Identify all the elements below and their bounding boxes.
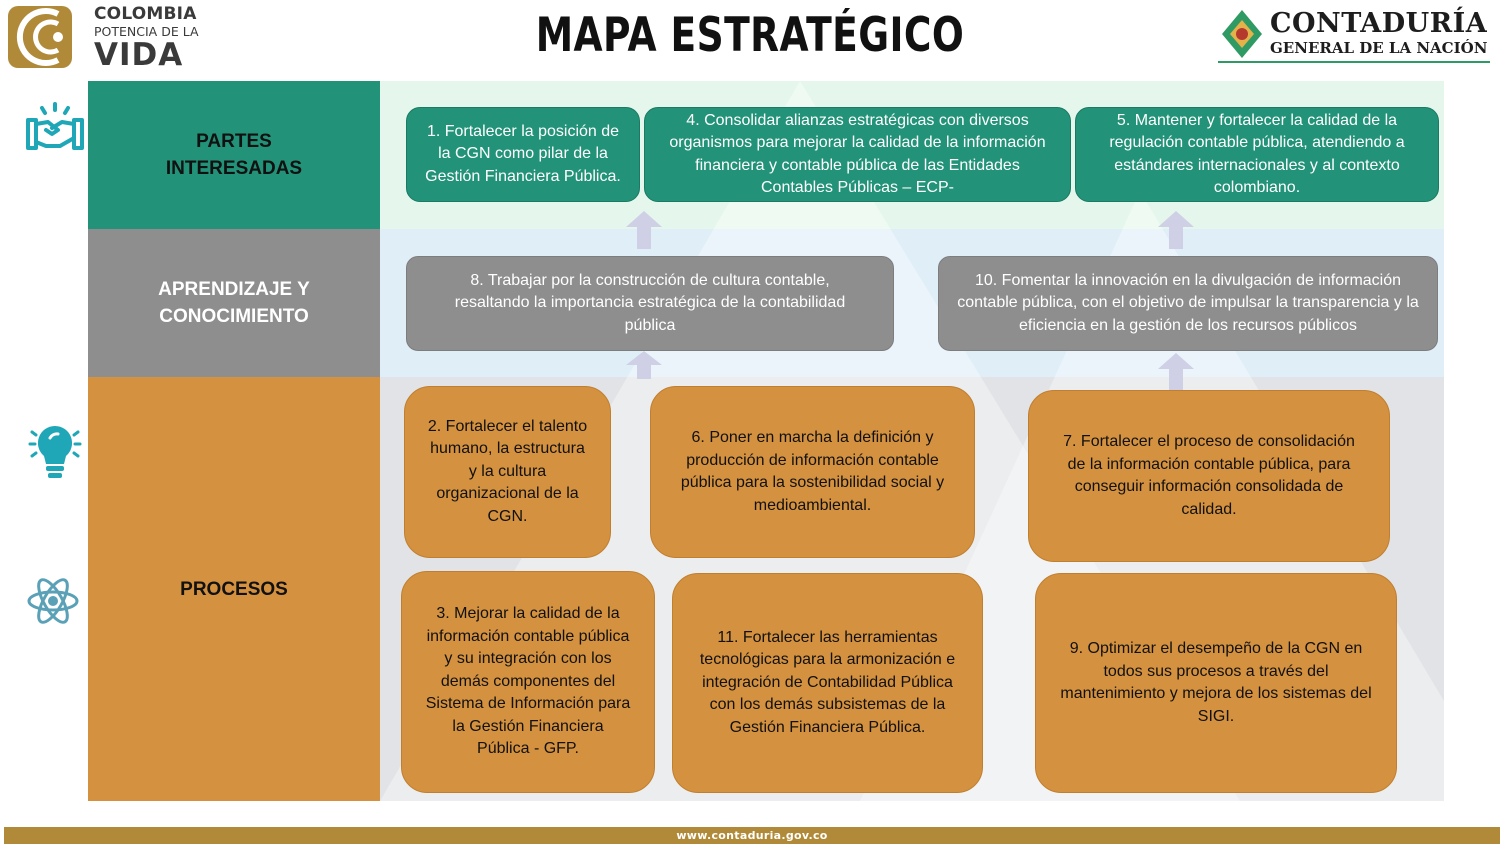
logo-left-line3: VIDA: [94, 37, 184, 73]
logo-right-line1: CONTADURÍA: [1270, 8, 1488, 39]
objective-text: 10. Fomentar la innovación en la divulgación de información contable pública, con el objetivo de impulsar la transparencia y la eficiencia en la gestión de los recursos públicos: [957, 271, 1419, 334]
band-label-line: INTERESADAS: [165, 158, 303, 179]
objective-5: [1075, 107, 1439, 202]
page-title: MAPA ESTRATÉGICO: [535, 8, 965, 63]
objective-text: 8. Trabajar por la construcción de cultura contable, resaltando la importancia estratégica de la contabilidad pública: [454, 271, 846, 334]
objective-text: 11. Fortalecer las herramientas tecnológicas para la armonización e integración de Contabilidad Pública con los demás subsistemas de la Gestión Financiera Pública.: [699, 628, 956, 736]
objective-10: [938, 256, 1438, 351]
objective-text: 2. Fortalecer el talento humano, la estructura y la cultura organizacional de la CGN.: [427, 417, 588, 525]
atom-icon: [26, 571, 80, 631]
logo-right-rule: [1218, 61, 1490, 63]
logo-right-line2: GENERAL DE LA NACIÓN: [1270, 39, 1488, 57]
footer-url: www.contaduria.gov.co: [676, 829, 828, 842]
objective-6: [650, 386, 975, 558]
band-label-aprendizaje: [88, 229, 380, 377]
up-arrow-icon: [1158, 353, 1194, 391]
band-label-partes-interesadas: [88, 81, 380, 229]
objective-text: 4. Consolidar alianzas estratégicas con diversos organismos para mejorar la calidad de la información financiera y contable pública de las Entidades Contables Públicas – ECP-: [669, 111, 1046, 196]
band-label-procesos: [88, 377, 380, 801]
objective-text: 3. Mejorar la calidad de la información contable pública y su integración con los demás componentes del Sistema de Información para la Gestión Financiera Pública - GFP.: [425, 605, 631, 758]
objective-2: [404, 386, 611, 558]
objective-11: [672, 573, 983, 793]
logo-left-line1: COLOMBIA: [94, 4, 197, 24]
handshake-icon: [24, 100, 86, 158]
objective-9: [1035, 573, 1397, 793]
colombia-logo-mark-icon: [6, 4, 86, 70]
objective-1: [406, 107, 640, 202]
band-label-line: CONOCIMIENTO: [159, 306, 309, 327]
up-arrow-icon: [626, 211, 662, 249]
objective-text: 7. Fortalecer el proceso de consolidación de la información contable pública, para conseguir información consolidada de calidad.: [1063, 433, 1355, 518]
footer-bar: [4, 827, 1500, 844]
objective-8: [406, 256, 894, 351]
up-arrow-icon: [1158, 211, 1194, 249]
objective-text: 9. Optimizar el desempeño de la CGN en todos sus procesos a través del mantenimiento y mejora de los sistemas del SIGI.: [1060, 640, 1372, 725]
band-label-line: PROCESOS: [180, 578, 288, 600]
logo-left-line2: POTENCIA DE LA: [94, 24, 199, 39]
up-arrow-icon: [626, 351, 662, 379]
contaduria-emblem-icon: [1218, 8, 1266, 60]
objective-4: [644, 107, 1071, 202]
lightbulb-icon: [26, 422, 84, 482]
band-label-line: APRENDIZAJE Y: [158, 279, 310, 300]
objective-7: [1028, 390, 1390, 562]
band-label-line: PARTES: [196, 131, 272, 152]
contaduria-logo: [1218, 8, 1490, 64]
objective-text: 6. Poner en marcha la definición y producción de información contable pública para la sostenibilidad social y medioambiental.: [680, 429, 945, 514]
objective-text: 5. Mantener y fortalecer la calidad de la regulación contable pública, atendiendo a estándares internacionales y al contexto colombiano.: [1109, 111, 1405, 196]
objective-text: 1. Fortalecer la posición de la CGN como pilar de la Gestión Financiera Pública.: [425, 122, 621, 185]
objective-3: [401, 571, 655, 793]
